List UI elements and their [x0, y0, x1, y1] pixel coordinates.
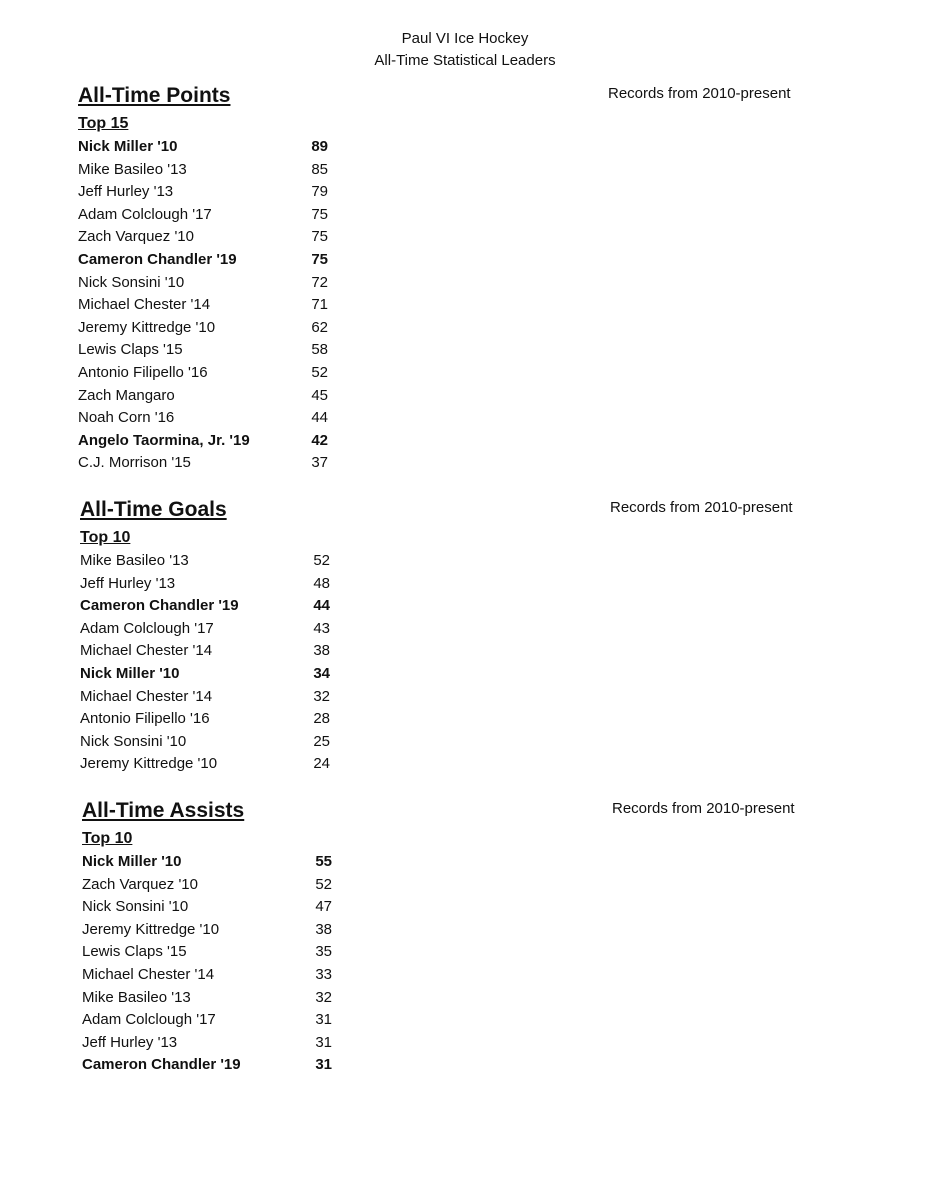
team-name: Paul VI Ice Hockey: [401, 30, 529, 47]
leader-row: [82, 964, 382, 987]
leader-row: [82, 874, 382, 897]
stat-value: 38: [315, 920, 332, 938]
player-name: Zach Mangaro: [78, 386, 175, 404]
leader-row: [80, 686, 380, 709]
leader-row: [78, 362, 378, 385]
player-name: Jeff Hurley '13: [80, 574, 176, 592]
leaders-list: [82, 851, 382, 1077]
leader-row: [80, 731, 380, 754]
player-name: Mike Basileo '13: [80, 552, 189, 569]
stat-value: 55: [315, 853, 332, 870]
player-name: Cameron Chandler '19: [82, 1056, 241, 1074]
stat-value: 85: [311, 160, 328, 178]
player-name: Cameron Chandler '19: [80, 597, 239, 615]
stat-value: 89: [311, 138, 328, 155]
stat-value: 44: [313, 597, 330, 615]
section-title: All-Time Points: [78, 84, 231, 107]
stat-value: 32: [315, 988, 332, 1006]
leader-row: [78, 385, 378, 408]
stat-value: 47: [315, 898, 332, 916]
leader-row: [80, 595, 380, 618]
leader-row: [78, 204, 378, 227]
player-name: Angelo Taormina, Jr. '19: [78, 431, 250, 449]
stat-value: 31: [315, 1011, 332, 1029]
leader-row: [82, 1054, 382, 1077]
section-subtitle: Top 10: [80, 529, 131, 546]
stat-value: 34: [313, 664, 330, 682]
stat-value: 75: [311, 228, 328, 246]
player-name: Jeremy Kittredge '10: [78, 318, 216, 336]
player-name: Adam Colclough '17: [78, 205, 212, 223]
leader-row: [80, 663, 380, 686]
stat-value: 72: [311, 273, 328, 291]
leader-row: [78, 339, 378, 362]
leader-row: [78, 226, 378, 249]
player-name: Zach Varquez '10: [78, 228, 194, 246]
player-name: Antonio Filipello '16: [78, 363, 208, 381]
document-header: [0, 28, 930, 72]
records-note: Records from 2010-present: [612, 800, 795, 817]
leader-row: [82, 919, 382, 942]
leader-row: [82, 941, 382, 964]
section-subtitle: Top 10: [82, 830, 133, 847]
stat-value: 45: [311, 386, 328, 404]
player-name: Jeremy Kittredge '10: [80, 755, 218, 773]
leader-row: [78, 249, 378, 272]
section-title: All-Time Assists: [82, 799, 245, 822]
player-name: Nick Sonsini '10: [80, 732, 187, 750]
leader-row: [80, 573, 380, 596]
leader-row: [80, 618, 380, 641]
leader-row: [80, 550, 380, 573]
records-note: Records from 2010-present: [610, 499, 793, 516]
leader-row: [78, 136, 378, 159]
leader-row: [80, 640, 380, 663]
player-name: Lewis Claps '15: [78, 341, 183, 359]
player-name: Nick Miller '10: [82, 853, 182, 870]
player-name: Nick Sonsini '10: [82, 898, 189, 916]
stat-value: 48: [313, 574, 330, 592]
leader-row: [78, 430, 378, 453]
stat-value: 58: [311, 341, 328, 359]
stat-value: 52: [313, 552, 330, 569]
player-name: Noah Corn '16: [78, 409, 175, 427]
player-name: Mike Basileo '13: [82, 988, 191, 1006]
leader-row: [78, 181, 378, 204]
player-name: Adam Colclough '17: [82, 1011, 216, 1029]
stat-value: 52: [311, 363, 328, 381]
stat-value: 75: [311, 205, 328, 223]
player-name: C.J. Morrison '15: [78, 454, 191, 472]
section-subtitle: Top 15: [78, 115, 129, 132]
stat-value: 42: [311, 431, 328, 449]
stat-value: 43: [313, 619, 330, 637]
player-name: Nick Miller '10: [80, 664, 180, 682]
player-name: Michael Chester '14: [80, 687, 213, 705]
player-name: Lewis Claps '15: [82, 943, 187, 961]
leader-row: [78, 272, 378, 295]
stat-value: 32: [313, 687, 330, 705]
stat-value: 75: [311, 250, 328, 268]
leader-row: [82, 987, 382, 1010]
player-name: Jeremy Kittredge '10: [82, 920, 220, 938]
player-name: Cameron Chandler '19: [78, 250, 237, 268]
stat-value: 31: [315, 1056, 332, 1074]
leader-row: [80, 708, 380, 731]
player-name: Jeff Hurley '13: [78, 183, 174, 201]
leader-row: [78, 294, 378, 317]
player-name: Mike Basileo '13: [78, 160, 187, 178]
player-name: Adam Colclough '17: [80, 619, 214, 637]
player-name: Michael Chester '14: [80, 642, 213, 660]
leader-row: [78, 407, 378, 430]
player-name: Jeff Hurley '13: [82, 1033, 178, 1051]
leaders-list: [80, 550, 380, 776]
player-name: Nick Sonsini '10: [78, 273, 185, 291]
document-title: All-Time Statistical Leaders: [374, 52, 556, 69]
stat-value: 33: [315, 965, 332, 983]
player-name: Zach Varquez '10: [82, 875, 198, 893]
player-name: Michael Chester '14: [82, 965, 215, 983]
leader-row: [82, 896, 382, 919]
stat-value: 79: [311, 183, 328, 201]
player-name: Michael Chester '14: [78, 296, 211, 314]
stat-value: 71: [311, 296, 328, 314]
stat-value: 35: [315, 943, 332, 961]
section-title: All-Time Goals: [80, 498, 227, 521]
leader-row: [80, 753, 380, 776]
stat-value: 62: [311, 318, 328, 336]
leader-row: [82, 851, 382, 874]
leaders-list: [78, 136, 378, 475]
leader-row: [78, 317, 378, 340]
leader-row: [78, 452, 378, 475]
records-note: Records from 2010-present: [608, 85, 791, 102]
stat-value: 25: [313, 732, 330, 750]
stat-value: 31: [315, 1033, 332, 1051]
stat-value: 52: [315, 875, 332, 893]
stat-value: 44: [311, 409, 328, 427]
leader-row: [82, 1032, 382, 1055]
leader-row: [82, 1009, 382, 1032]
stat-value: 38: [313, 642, 330, 660]
leader-row: [78, 159, 378, 182]
player-name: Antonio Filipello '16: [80, 710, 210, 728]
player-name: Nick Miller '10: [78, 138, 178, 155]
stat-value: 28: [313, 710, 330, 728]
stat-value: 24: [313, 755, 330, 773]
stat-value: 37: [311, 454, 328, 472]
